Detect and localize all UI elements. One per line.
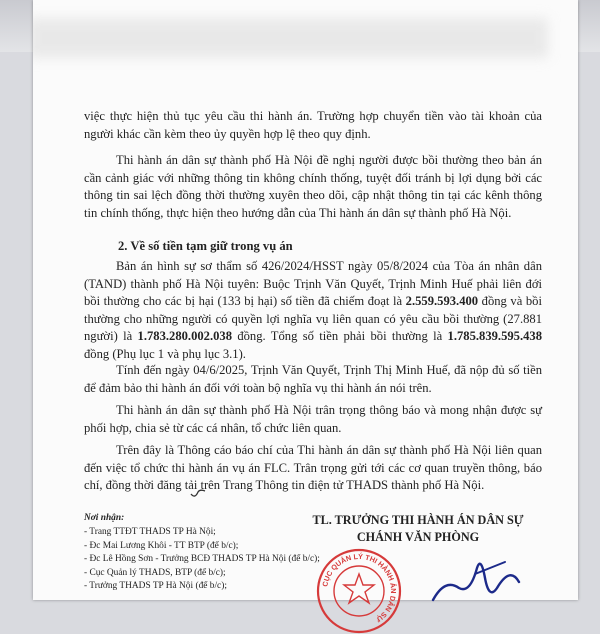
signature-subtitle: CHÁNH VĂN PHÒNG (356, 530, 480, 544)
amount-2: 1.783.280.002.038 (137, 329, 232, 344)
amount-1: 2.559.593.400 (405, 294, 479, 309)
recipient-item: - Trưởng THADS TP Hà Nội (để b/c); (84, 581, 227, 592)
section-2-heading: 2. Về số tiền tạm giữ trong vụ án (118, 239, 293, 253)
signature-title: TL. TRƯỞNG THI HÀNH ÁN DÂN SỰ (312, 513, 524, 527)
paragraph-3 (84, 258, 542, 364)
recipient-item: - Đc Lê Hồng Sơn - Trưởng BCĐ THADS TP Hà Nội (để b/c); (84, 554, 320, 565)
p3-text-c: đồng. Tổng số tiền phải bồi thường là (232, 329, 448, 344)
svg-text:CỤC QUẢN LÝ THI HÀNH ÁN DÂN SỰ: CỤC QUẢN LÝ THI HÀNH ÁN DÂN SỰ (320, 551, 399, 625)
paragraph-2: Thi hành án dân sự thành phố Hà Nội đề nghị người được bồi thường theo bản án cần cảnh giác với những thông tin không chính thống, tuyệt đối tránh bị lợi dụng bởi các thông tin sai lệch đồng thời thường xuyên theo dõi, cập nhật thông tin tại các kênh thông tin chính thống, thực hiện theo hướng dẫn của Thi hành án dân sự thành phố Hà Nội. (84, 153, 542, 220)
amount-3: 1.785.839.595.438 (447, 329, 542, 344)
p3-text-b: đồng và bồi thường cho những người có quyền lợi nghĩa vụ liên quan có yêu cầu bồi thường (27.881 người) là (84, 294, 542, 344)
paragraph-6: Trên đây là Thông cáo báo chí của Thi hành án dân sự thành phố Hà Nội liên quan đến việc tổ chức thi hành án vụ án FLC. Trân trọng gửi tới các cơ quan truyền thông, báo chí, đồng thời đăng tải trên Trang Thông tin điện tử THADS thành phố Hà Nội. (84, 443, 542, 493)
p3-text-a: Bản án hình sự sơ thẩm số 426/2024/HSST ngày 05/8/2024 của Tòa án nhân dân (TAND) thành phố Hà Nội tuyên: Buộc Trịnh Văn Quyết, Trịnh Minh Huế phải liên đới bồi thường cho các bị hại (133 bị hại) số tiền đã chiếm đoạt là (84, 259, 542, 309)
handwritten-mark-icon (190, 488, 206, 500)
signature-block (288, 512, 548, 546)
handwritten-signature-icon (415, 548, 555, 608)
official-seal-icon (316, 548, 402, 634)
paragraph-1: việc thực hiện thủ tục yêu cầu thi hành án. Trường hợp chuyển tiền vào tài khoản của người khác cần kèm theo ủy quyền hợp lệ theo quy định. (84, 109, 542, 141)
recipient-item: - Đc Mai Lương Khôi - TT BTP (để b/c); (84, 540, 239, 551)
recipients-title: Nơi nhận: (84, 513, 125, 523)
p3-text-d: đồng (Phụ lục 1 và phụ lục 3.1). (84, 346, 246, 361)
recipient-item: - Cục Quản lý THADS, BTP (để b/c); (84, 567, 226, 578)
paragraph-4: Tính đến ngày 04/6/2025, Trịnh Văn Quyết, Trịnh Thị Minh Huế, đã nộp đủ số tiền để đảm bảo thi hành án đối với toàn bộ nghĩa vụ thi hành án nói trên. (84, 363, 542, 395)
paragraph-5: Thi hành án dân sự thành phố Hà Nội trân trọng thông báo và mong nhận được sự phối hợp, chia sẻ từ các cá nhân, tổ chức liên quan. (84, 403, 542, 435)
recipient-item: - Trang TTĐT THADS TP Hà Nội; (84, 527, 216, 538)
blurred-header (33, 18, 548, 58)
